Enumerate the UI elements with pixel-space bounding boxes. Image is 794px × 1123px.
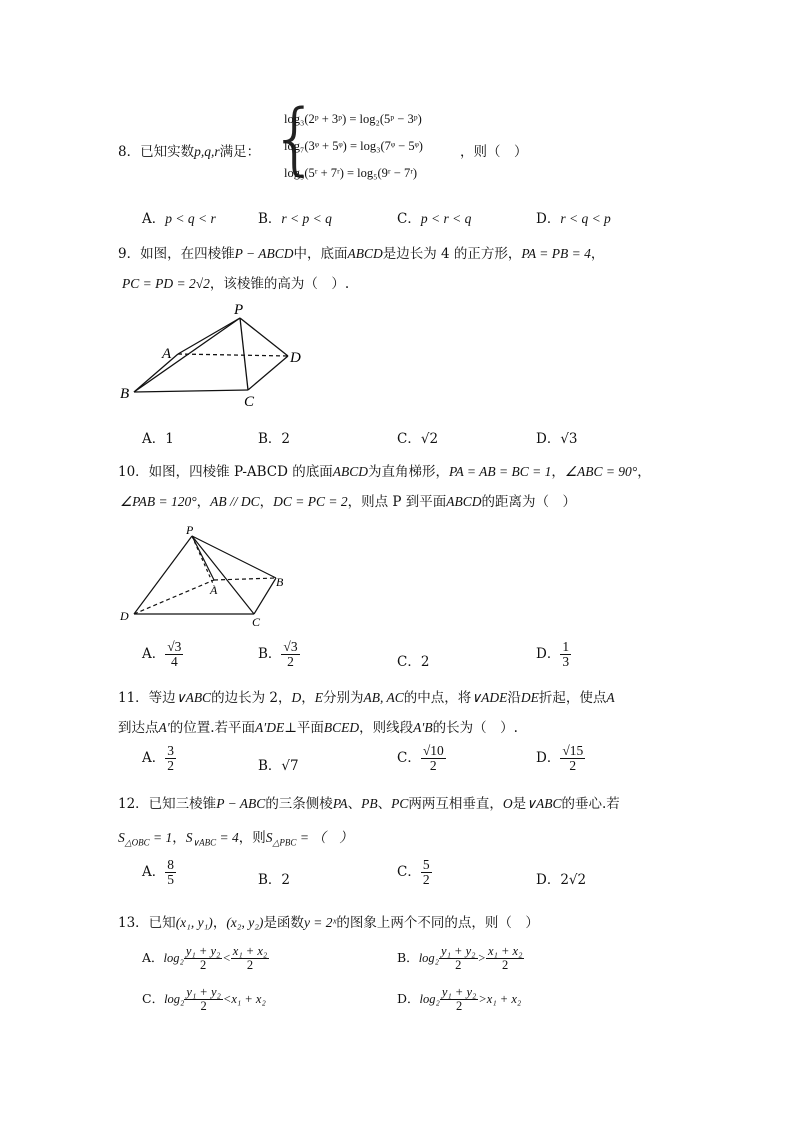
math: A′B (413, 720, 433, 735)
math: AB, AC (363, 690, 404, 705)
math: x₁ + x₂ (486, 992, 522, 1007)
math: log₂ (163, 951, 184, 966)
numerator: 5 (422, 857, 430, 872)
fraction (560, 744, 585, 773)
q8-option-b[interactable] (258, 207, 332, 227)
text: 11．等边 (118, 690, 176, 706)
numerator: y₁ + y₂ (441, 985, 477, 999)
label-b: B (120, 386, 130, 402)
q9-pyramid-figure (116, 296, 316, 408)
q10-option-a[interactable] (142, 640, 183, 669)
numerator: y₁ + y₂ (185, 944, 221, 958)
denominator: 2 (429, 758, 437, 774)
denominator: 2 (422, 872, 430, 888)
q9-option-c[interactable] (397, 427, 438, 447)
q8-option-d[interactable] (536, 207, 611, 227)
math: ABCD (347, 246, 383, 261)
denominator: 2 (167, 758, 174, 774)
text: 13．已知 (118, 915, 176, 931)
math: log₂ (164, 992, 185, 1007)
math: = （ ） (296, 830, 353, 845)
option-text: 2 (420, 654, 430, 670)
option-text: √3 (560, 431, 578, 447)
option-label: A． (142, 211, 166, 227)
q9-option-a[interactable] (142, 427, 174, 447)
q10-option-d[interactable] (536, 640, 571, 669)
label-a: A (162, 346, 172, 362)
text: ， (637, 464, 651, 480)
denominator: 2 (287, 654, 294, 670)
edge-height-hidden (192, 536, 214, 586)
math: PC = PD = 2√2 (122, 276, 210, 291)
numerator: x₁ + x₂ (487, 944, 523, 958)
math: D (291, 690, 302, 705)
edge-cd (248, 356, 288, 390)
text: ，则线段 (359, 720, 414, 736)
text: 到达点 (118, 720, 159, 736)
denominator: 3 (562, 654, 570, 670)
numerator: 1 (562, 639, 570, 654)
q8-eq2: log₇(3ᵠ + 5ᵠ) = log₃(7ᵠ − 5ᵠ) (284, 139, 423, 153)
edge-pc (240, 318, 248, 390)
label-a: A (210, 583, 218, 597)
text: 的中点，将 (403, 690, 472, 706)
text: 9．如图，在四棱锥 (118, 246, 235, 262)
q12-option-c[interactable] (397, 858, 432, 887)
text: 分别为 (322, 690, 364, 706)
q10-option-b[interactable] (258, 640, 300, 669)
q9-stem-line2 (122, 272, 349, 292)
fraction (439, 945, 477, 972)
q8-eq1: log₃(2ᵖ + 3ᵖ) = log₂(5ᵖ − 3ᵖ) (284, 112, 422, 126)
math: (x₁, y₁) (175, 915, 213, 930)
option-text: p < r < q (420, 211, 472, 226)
option-label: D． (536, 431, 561, 447)
fraction (231, 945, 269, 972)
q8-vars: p,q,r (194, 144, 220, 159)
option-label: D． (536, 646, 561, 663)
option-label: C． (397, 431, 421, 447)
math: ∨ADE (471, 690, 508, 705)
numerator: y₁ + y₂ (186, 985, 221, 999)
q13-option-b[interactable] (397, 945, 524, 972)
text: 12．已知三棱锥 (118, 796, 217, 812)
q11-option-b[interactable] (258, 754, 299, 774)
q8-option-c[interactable] (397, 207, 471, 227)
math: y = 2ˣ (303, 915, 337, 930)
q9-option-d[interactable] (536, 427, 578, 447)
option-label: A． (142, 431, 166, 447)
label-c: C (244, 394, 255, 408)
edge-pd (240, 318, 288, 356)
text: 的边长为 2， (211, 690, 292, 706)
math: ABCD (332, 464, 368, 479)
edge-ab (134, 354, 178, 392)
numerator: 8 (167, 857, 174, 872)
text: 折起，使点 (538, 690, 607, 706)
numerator: x₁ + x₂ (232, 944, 268, 958)
label-p: P (186, 523, 194, 537)
q13-option-a[interactable] (142, 945, 269, 972)
math: PB (361, 796, 378, 811)
text: 是边长为 4 的正方形， (382, 246, 522, 262)
text: 的长为（ ）. (432, 720, 518, 736)
text: ， (551, 464, 565, 480)
math: PA = AB = BC = 1 (449, 464, 552, 479)
q8-stem-mid: 满足： (219, 144, 261, 160)
label-b: B (276, 575, 284, 589)
denominator: 2 (569, 758, 577, 774)
math: PA (332, 796, 348, 811)
option-label: D． (536, 211, 561, 227)
text: ，该棱锥的高为（ ）. (209, 276, 350, 292)
math: x₁ + x₂ (231, 992, 266, 1007)
q8-stem (118, 140, 260, 160)
text: ， (301, 690, 315, 706)
text: ， (259, 494, 274, 510)
relation: < (222, 951, 231, 966)
edge-pa (178, 318, 240, 354)
denominator: 2 (246, 958, 254, 973)
text: ， (590, 246, 605, 262)
math: ∠PAB = 120° (120, 494, 197, 509)
text: 的距离为（ ） (481, 494, 577, 510)
math: = 4 (216, 830, 239, 845)
math: DC = PC = 2 (273, 494, 348, 509)
option-label: C． (397, 750, 421, 767)
denominator: 2 (199, 958, 207, 973)
text: 中，底面 (293, 246, 348, 262)
math: PC (391, 796, 409, 811)
q9-stem-line1 (118, 242, 604, 262)
option-text: p < q < r (165, 211, 216, 226)
numerator: y₁ + y₂ (441, 944, 476, 958)
edge-pb (134, 318, 240, 392)
math: PA = PB = 4 (521, 246, 591, 261)
q11-option-d[interactable] (536, 744, 585, 773)
math: A′ (158, 720, 170, 735)
q11-stem-line1 (118, 686, 615, 706)
label-p: P (234, 302, 244, 318)
text: 是函数 (263, 915, 304, 931)
option-text: 2 (281, 431, 291, 447)
option-text: 1 (165, 431, 174, 447)
text: 是 (512, 796, 527, 812)
math: log₂ (419, 992, 440, 1007)
math: E (314, 690, 323, 705)
math: ∨ABC (526, 796, 562, 811)
q11-stem-line2 (118, 716, 518, 736)
math: DE (520, 690, 539, 705)
option-label: B． (258, 758, 282, 774)
option-label: C． (397, 211, 421, 227)
fraction (440, 986, 478, 1013)
denominator: 5 (167, 872, 174, 888)
fraction (165, 744, 176, 773)
option-text: √7 (281, 758, 299, 774)
text: ， (212, 915, 227, 931)
option-label: B． (397, 950, 419, 966)
q13-option-c[interactable] (142, 986, 266, 1013)
fraction (421, 744, 446, 773)
q8-brace: { (270, 94, 320, 184)
fraction (165, 858, 176, 887)
q12-option-b[interactable] (258, 868, 290, 888)
option-label: A． (142, 864, 166, 881)
option-text: √2 (420, 431, 439, 447)
option-label: B． (258, 211, 282, 227)
option-label: D． (397, 991, 420, 1007)
option-label: C． (397, 654, 421, 670)
numerator: √3 (283, 639, 298, 654)
math: = 1 (149, 830, 173, 845)
math: S (118, 830, 125, 845)
q8-option-a[interactable] (142, 207, 216, 227)
fraction (184, 945, 222, 972)
edge-ab-hidden (214, 578, 276, 580)
text: 为直角梯形， (368, 464, 449, 480)
math: BCED (323, 720, 360, 735)
text: 、 (347, 796, 362, 812)
q12-option-d[interactable] (536, 868, 586, 888)
text: 10．如图，四棱锥 P-ABCD 的底面 (118, 464, 333, 480)
text: 沿 (507, 690, 521, 706)
fraction (486, 945, 524, 972)
label-c: C (252, 615, 261, 629)
text: 的三条侧棱 (265, 796, 333, 812)
text: ，则点 P 到平面 (347, 494, 447, 510)
q12-option-a[interactable] (142, 858, 176, 887)
math: A (606, 690, 615, 705)
option-text: 2 (281, 872, 291, 888)
math: P − ABCD (234, 246, 294, 261)
option-label: A． (142, 950, 164, 966)
math: ∠ABC = 90° (564, 464, 638, 479)
option-label: A． (142, 646, 166, 663)
edge-pc (192, 536, 254, 614)
math: A′DE (255, 720, 285, 735)
option-label: A． (142, 750, 166, 767)
q10-option-c[interactable] (397, 650, 429, 670)
option-label: C． (397, 864, 421, 881)
denominator: 4 (170, 654, 178, 670)
math-sub: ∨ABC (192, 837, 217, 848)
math-sub: △PBC (272, 837, 297, 848)
math: ABCD (446, 494, 482, 509)
math: (x₂, y₂) (226, 915, 264, 930)
q8-stem-end: ，则（ ） (460, 144, 528, 160)
q13-stem (118, 911, 539, 931)
option-label: B． (258, 646, 282, 663)
option-text: r < q < p (560, 211, 611, 226)
option-label: D． (536, 750, 561, 767)
denominator: 2 (455, 999, 463, 1014)
text: ，则 (238, 830, 266, 846)
text: ， (196, 494, 211, 510)
option-label: C． (142, 991, 165, 1007)
q13-option-d[interactable] (397, 986, 521, 1013)
edge-ad-hidden (178, 354, 288, 356)
q12-stem-line2 (118, 826, 353, 849)
text: ， (172, 830, 186, 846)
denominator: 2 (200, 999, 207, 1014)
text: 、 (377, 796, 392, 812)
option-text: r < p < q (281, 211, 332, 226)
denominator: 2 (502, 958, 509, 973)
edge-cb (254, 578, 276, 614)
numerator: √3 (167, 639, 182, 654)
relation: > (477, 951, 486, 966)
denominator: 2 (455, 958, 462, 973)
fraction (165, 640, 183, 669)
option-label: B． (258, 431, 282, 447)
text: 的垂心.若 (561, 796, 620, 812)
label-d: D (120, 609, 129, 623)
q11-option-a[interactable] (142, 744, 176, 773)
q8-stem-prefix: 8．已知实数 (118, 144, 195, 160)
option-label: B． (258, 872, 282, 888)
fraction (421, 858, 432, 887)
math: S (265, 830, 273, 845)
text: 两两互相垂直， (408, 796, 503, 812)
option-label: D． (536, 872, 561, 888)
edge-pb (192, 536, 276, 578)
edge-bc (134, 390, 248, 392)
numerator: √10 (422, 743, 444, 758)
numerator: √15 (562, 743, 584, 758)
q12-stem-line1 (118, 792, 620, 812)
math: P − ABC (216, 796, 266, 811)
label-d: D (290, 350, 301, 366)
fraction (560, 640, 571, 669)
q10-pyramid-figure (116, 522, 296, 630)
relation: > (478, 992, 487, 1007)
q10-stem-line1 (118, 460, 651, 480)
fraction (184, 986, 222, 1013)
math: O (502, 796, 513, 811)
math: ∨ABC (175, 690, 212, 705)
math: AB // DC (210, 494, 260, 509)
numerator: 3 (167, 743, 174, 758)
q8-eq3: log₉(5ʳ + 7ʳ) = log₅(9ʳ − 7ʳ) (284, 166, 418, 180)
q10-stem-line2 (120, 490, 576, 510)
math-sub: △OBC (124, 837, 150, 848)
text: 的位置.若平面 (169, 720, 255, 736)
math: log₂ (418, 951, 440, 966)
q9-option-b[interactable] (258, 427, 290, 447)
fraction (281, 640, 299, 669)
text: ⊥平面 (284, 720, 324, 736)
option-text: 2√2 (560, 872, 587, 888)
math: S (185, 830, 193, 845)
relation: < (222, 992, 232, 1007)
q11-option-c[interactable] (397, 744, 446, 773)
text: 的图象上两个不同的点，则（ ） (336, 915, 539, 931)
